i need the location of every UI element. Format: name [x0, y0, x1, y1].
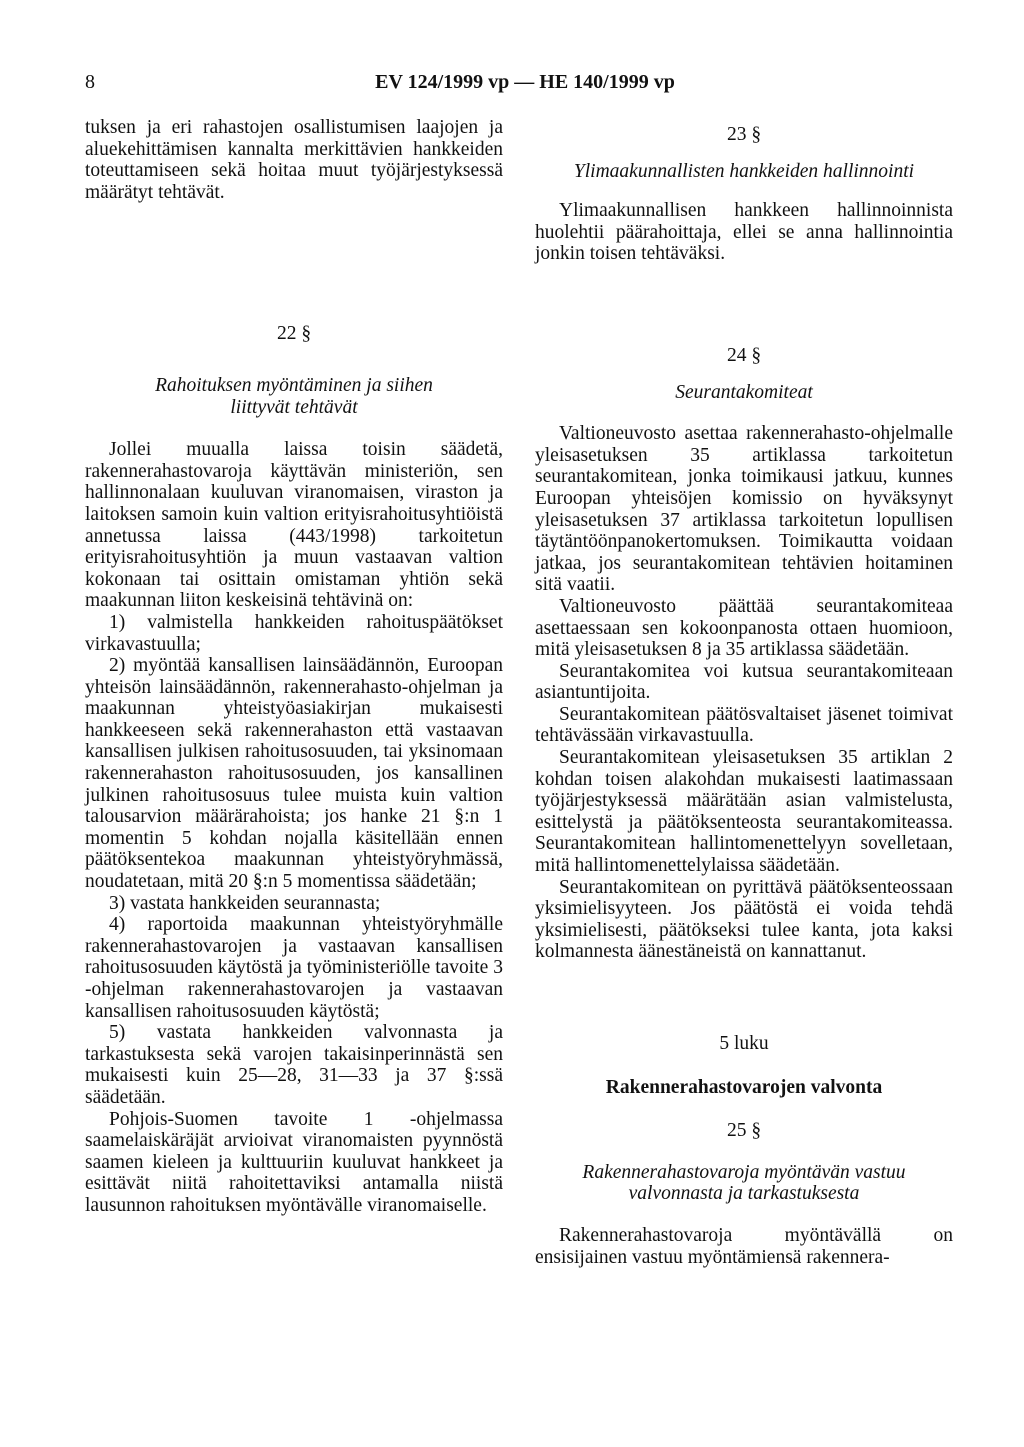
section-23-number: 23 § — [726, 124, 762, 145]
chapter-5-number: 5 luku — [719, 1033, 769, 1054]
section-22-item-3: 3) vastata hankkeiden seurannasta; — [109, 892, 381, 914]
section-24-paragraph-6: Seurantakomitean on pyrittävä päätöksenteossaan yksimielisyyteen. Jos päätöstä ei voida tehdä yksimielisesti, päätökseksi tulee kanta, jota kaksi kolmannesta äänestäneistä on kannattanut. — [535, 876, 953, 963]
section-25-number: 25 § — [726, 1120, 762, 1142]
section-22-closing: Pohjois-Suomen tavoite 1 -ohjelmassa saamelaiskäräjät arvioivat viranomaisten pyynnöstä saamen kieleen ja kulttuuriin kuuluvat hankkeet ja esittävät niitä rahoitettaviksi antamalla niistä lausunnon rahoituksen myöntävälle viranomaiselle. — [85, 1108, 503, 1216]
section-24-paragraph-2: Valtioneuvosto päättää seurantakomiteaa asettaessaan sen kokoonpanosta ottaen huomioon, mitä yleisasetuksen 8 ja 35 artiklassa säädetään. — [535, 595, 953, 661]
section-24-paragraph-4: Seurantakomitean päätösvaltaiset jäsenet toimivat tehtävässään virkavastuulla. — [535, 703, 953, 747]
section-22-item-5: 5) vastata hankkeiden valvonnasta ja tarkastuksesta sekä varojen takaisinperinnästä sen mukaisesti kuin 25—28, 31—33 ja 37 §:ssä säädetään. — [85, 1022, 503, 1108]
right-column — [535, 117, 953, 1268]
section-25-text: Rakennerahastovaroja myöntävällä on ensisijainen vastuu myöntämiensä rakennera- — [535, 1224, 953, 1268]
section-22-item-2: 2) myöntää kansallisen lainsäädännön, Euroopan yhteisön lainsäädännön, rakennerahasto-ohjelman ja maakunnan yhteistyöasiakirjan mukaisesti hankkeeseen sekä rakennerahaston että vastaavan kansallisen julkisen rahoitusosuuden, tai yksinomaan rakennerahaston rahoitusosuuden, jos kansallinen julkinen rahoitusosuus tulee muista kuin valtion talousarvion määrärahoista; jos hanke 21 §:n 1 momentin 5 kohdan nojalla käsitellään ennen päätöksentekoa maakunnan yhteistyöryhmässä, noudatetaan, mitä 20 §:n 5 momentissa säädetään; — [85, 655, 503, 893]
section-24-title: Seurantakomiteat — [675, 381, 813, 403]
chapter-5-title: Rakennerahastovarojen valvonta — [605, 1076, 883, 1098]
left-column — [85, 117, 503, 1217]
page-header — [85, 72, 945, 100]
section-22-intro: Jollei muualla laissa toisin säädetä, rakennerahastovaroja käyttävän ministeriön, sen hallinnonalaan kuuluvan viranomaisen, viraston ja laitoksen samoin kuin valtion erityisrahoitusyhtiöistä annetussa laissa (443/1998) tarkoitetun erityisrahoitusyhtiön ja muun vastaavan valtion kokonaan tai osittain omistaman yhtiön sekä maakunnan liiton keskeisinä tehtävinä on: — [85, 439, 503, 612]
section-22-number: 22 § — [276, 323, 312, 345]
section-22-item-4: 4) raportoida maakunnan yhteistyöryhmälle rakennerahastovarojen ja vastaavan kansallisen rahoitusosuuden käytöstä ja työministeriölle tavoite 3 -ohjelman rakennerahastovarojen ja vastaavan kansallisen rahoitusosuuden käytöstä; — [85, 914, 503, 1022]
section-24-paragraph-5: Seurantakomitean yleisasetuksen 35 artiklan 2 kohdan toisen alakohdan mukaisesti laatimassaan työjärjestyksessä määrätään asian valmistelusta, esittelystä ja päätöksenteosta seurantakomiteassa. Seurantakomitean hallintomenettelyyn sovelletaan, mitä hallintomenettelylaissa säädetään. — [535, 747, 953, 877]
section-23-title: Ylimaakunnallisten hankkeiden hallinnointi — [573, 160, 915, 182]
section-24-number: 24 § — [726, 344, 762, 366]
section-24-paragraph-3: Seurantakomitea voi kutsua seurantakomiteaan asiantuntijoita. — [535, 660, 953, 704]
section-25-title: Rakennerahastovaroja myöntävän vastuu valvonnasta ja tarkastuksesta — [582, 1161, 906, 1205]
section-24-paragraph-1: Valtioneuvosto asettaa rakennerahasto-ohjelmalle yleisasetuksen 35 artiklassa tarkoitetun seurantakomitean, jonka toimikausi jatkuu, kunnes Euroopan yhteisöjen komissio on hyväksynyt yleisasetuksen 37 artiklassa tarkoitetun lopullisen täytäntöönpanokertomuksen. Toimikautta voidaan jatkaa, jos seurantakomitean tehtävien hoitaminen sitä vaatii. — [535, 423, 953, 596]
section-23-text: Ylimaakunnallisen hankkeen hallinnoinnista huolehtii päärahoittaja, ellei se anna hallinnointia jonkin toisen tehtäväksi. — [535, 200, 953, 265]
continuation-paragraph: tuksen ja eri rahastojen osallistumisen laajojen ja aluekehittämisen kannalta merkittävien hankkeiden toteuttamiseen sekä hoitaa muut työjärjestyksessä määrätyt tehtävät. — [85, 117, 503, 203]
section-22-title: Rahoituksen myöntäminen ja siihen liittyvät tehtävät — [155, 374, 433, 418]
running-title: EV 124/1999 vp — HE 140/1999 vp — [375, 71, 675, 93]
section-22-item-1: 1) valmistella hankkeiden rahoituspäätökset virkavastuulla; — [85, 611, 503, 655]
page-number: 8 — [85, 71, 95, 93]
